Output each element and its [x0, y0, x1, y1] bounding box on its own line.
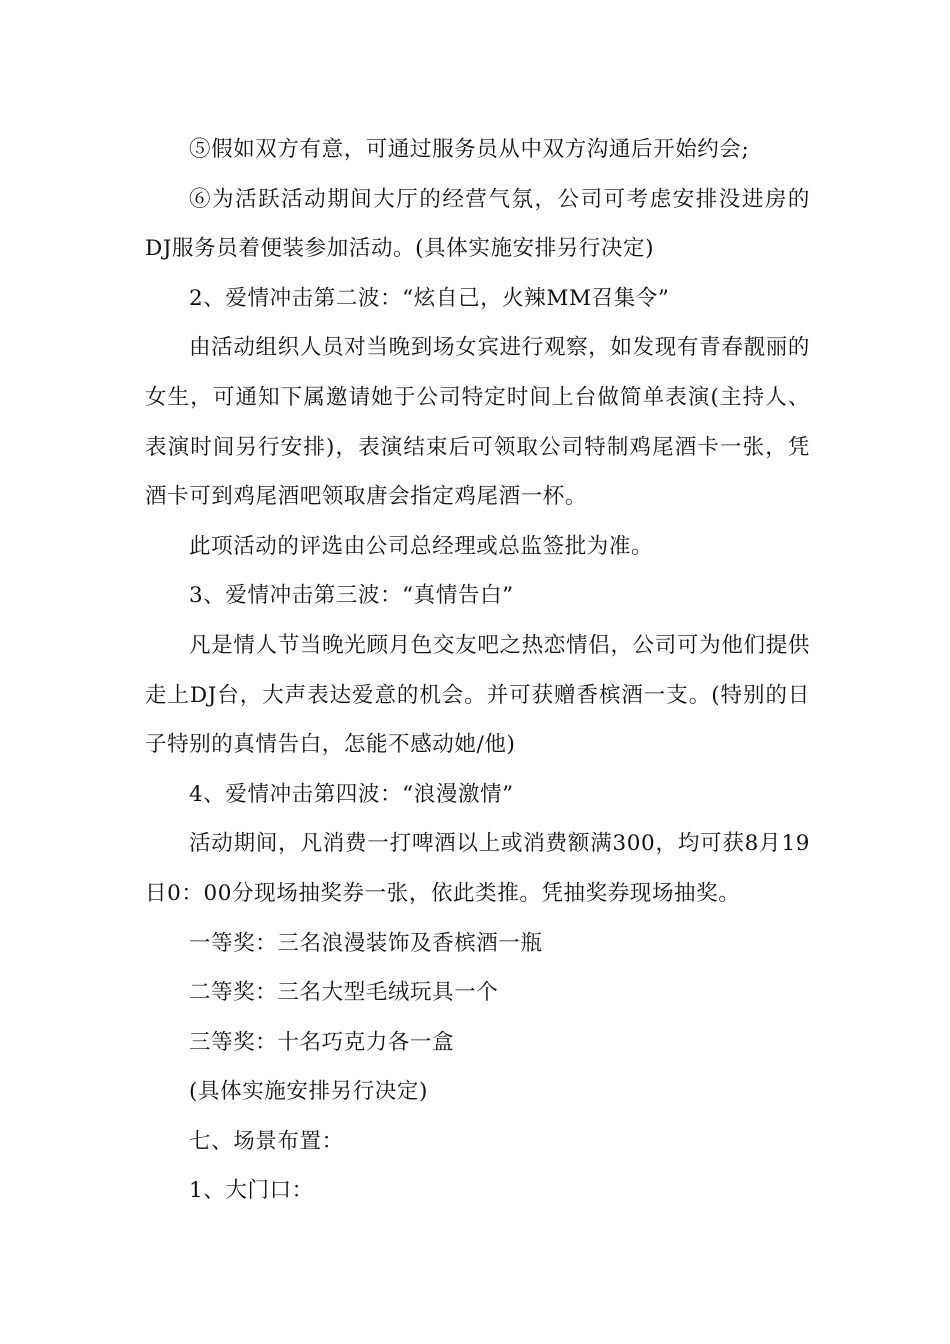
- paragraph-wave-4-body: 活动期间，凡消费一打啤酒以上或消费额满300，均可获8月19日0：00分现场抽奖券一张，依此类推。凭抽奖券现场抽奖。: [145, 831, 810, 906]
- prize-third: 三等奖：十名巧克力各一盒: [189, 1029, 455, 1055]
- prize-second: 二等奖：三名大型毛绒玩具一个: [189, 980, 499, 1006]
- paragraph-wave-2-body: 由活动组织人员对当晚到场女宾进行观察，如发现有青春靓丽的女生，可通知下属邀请她于公司特定时间上台做简单表演(主持人、表演时间另行安排)，表演结束后可领取公司特制鸡尾酒卡一张，凭酒卡可到鸡尾酒吧领取唐会指定鸡尾酒一杯。: [145, 335, 810, 510]
- section-heading-scene-setup: 七、场景布置：: [189, 1128, 344, 1154]
- prize-first: 一等奖：三名浪漫装饰及香槟酒一瓶: [189, 930, 543, 956]
- document-page: [145, 125, 810, 1216]
- section-heading-wave-2: 2、爱情冲击第二波：“炫自己，火辣MM召集令”: [189, 285, 670, 311]
- section-heading-wave-4: 4、爱情冲击第四波：“浪漫激情”: [189, 781, 514, 807]
- subheading-main-entrance: 1、大门口：: [189, 1178, 314, 1204]
- paragraph-item-6: ⑥为活跃活动期间大厅的经营气氛，公司可考虑安排没进房的DJ服务员着便装参加活动。(具体实施安排另行决定): [145, 186, 810, 262]
- paragraph-wave-2-note: 此项活动的评选由公司总经理或总监签批为准。: [189, 533, 654, 559]
- section-heading-wave-3: 3、爱情冲击第三波：“真情告白”: [189, 583, 514, 609]
- paragraph-wave-3-body: 凡是情人节当晚光顾月色交友吧之热恋情侣，公司可为他们提供走上DJ台，大声表达爱意的机会。并可获赠香槟酒一支。(特别的日子特别的真情告白，怎能不感动她/他): [145, 632, 810, 758]
- paragraph-item-5: ⑤假如双方有意，可通过服务员从中双方沟通后开始约会;: [189, 137, 750, 162]
- paragraph-note: (具体实施安排另行决定): [189, 1079, 428, 1105]
